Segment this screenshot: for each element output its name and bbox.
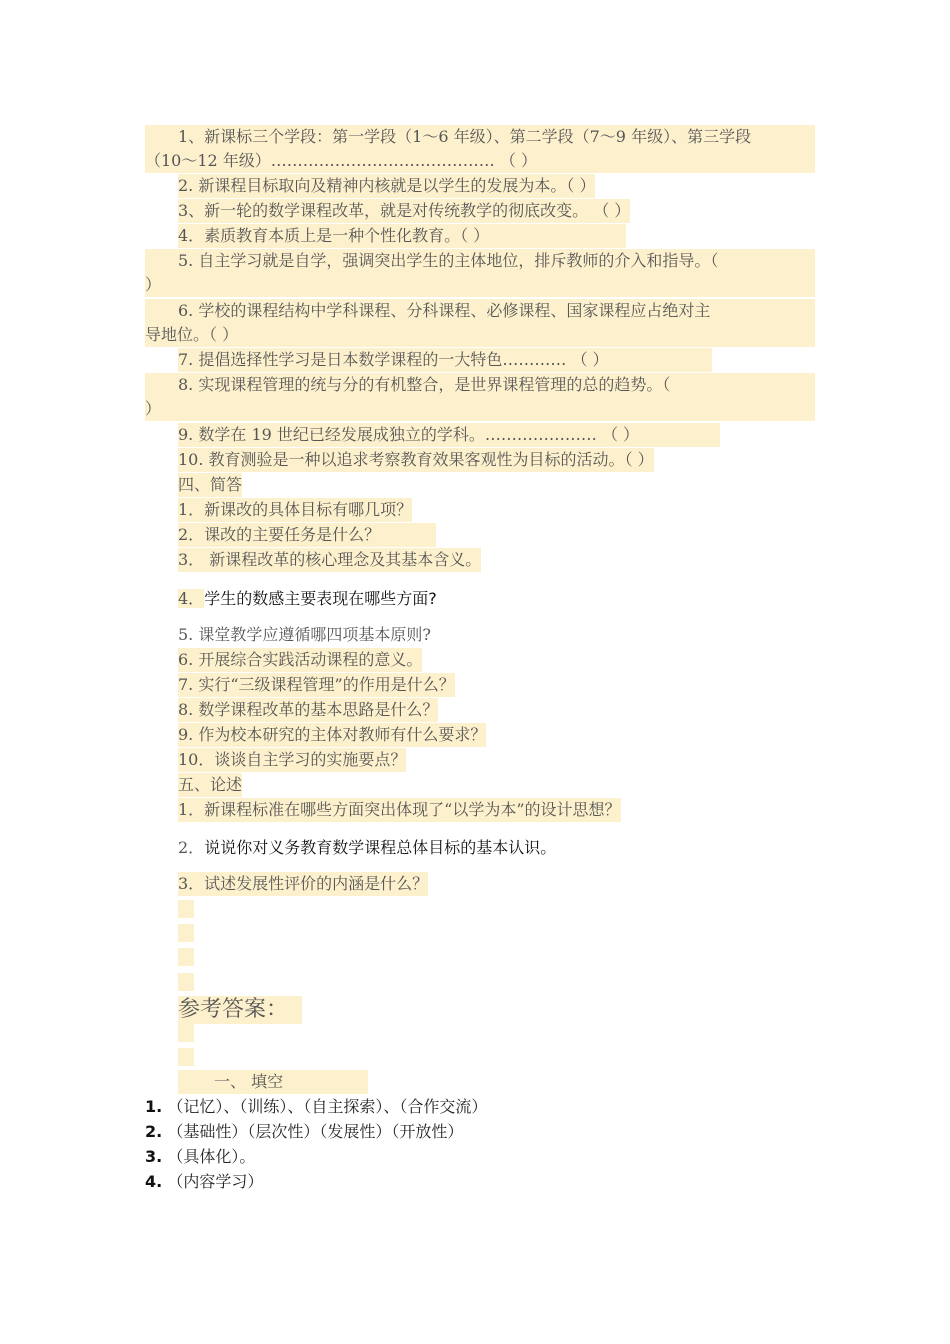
answer-item-text: （记忆）、（训练）、（自主探索）、（合作交流） — [167, 1097, 488, 1116]
short-item-10: 10．谈谈自主学习的实施要点？ — [178, 748, 406, 772]
answer-item-number: 4. — [145, 1172, 163, 1191]
judge-item-8-line2: ） — [145, 399, 162, 418]
short-item-6: 6. 开展综合实践活动课程的意义。 — [178, 648, 422, 672]
judge-item-6-line1: 6. 学校的课程结构中学科课程、分科课程、必修课程、国家课程应占绝对主 — [178, 301, 711, 320]
empty-paragraph — [178, 900, 194, 918]
answer-item-number: 3. — [145, 1147, 163, 1166]
essay-item-3: 3．试述发展性评价的内涵是什么？ — [178, 872, 428, 896]
answer-item — [145, 1145, 255, 1169]
answer-section-heading: 一、 填空 — [178, 1070, 368, 1094]
judge-item-5-line1: 5. 自主学习就是自学，强调突出学生的主体地位，排斥教师的介入和指导。（ — [178, 251, 719, 270]
judge-item-1-line1: 1、新课标三个学段：第一学段（1～6 年级）、第二学段（7～9 年级）、第三学段 — [178, 127, 752, 146]
answer-item-number: 1. — [145, 1097, 163, 1116]
empty-paragraph — [178, 948, 194, 966]
short-item-4-number: 4． — [178, 589, 205, 608]
answer-item — [145, 1095, 487, 1119]
empty-paragraph — [178, 1048, 194, 1066]
short-item-8: 8. 数学课程改革的基本思路是什么？ — [178, 698, 438, 722]
judge-item-1-line2: （10～12 年级）…………………………………… （ ） — [145, 151, 537, 170]
judge-item-6 — [145, 299, 815, 347]
short-answer-heading: 四、简答 — [178, 473, 242, 497]
answer-item-number: 2. — [145, 1122, 163, 1141]
judge-item-8-line1: 8. 实现课程管理的统与分的有机整合，是世界课程管理的总的趋势。（ — [178, 375, 671, 394]
judge-item-10: 10. 教育测验是一种以追求考察教育效果客观性为目标的活动。（ ） — [178, 448, 654, 472]
answer-item-text: （内容学习） — [167, 1172, 264, 1191]
answer-item-text: （具体化）。 — [167, 1147, 256, 1166]
short-item-3: 3． 新课程改革的核心理念及其基本含义。 — [178, 548, 481, 572]
short-item-4 — [178, 587, 437, 611]
judge-item-4: 4．素质教育本质上是一种个性化教育。（ ） — [178, 224, 626, 248]
essay-heading: 五、论述 — [178, 773, 242, 797]
answer-item-text: （基础性）（层次性）（发展性）（开放性） — [167, 1122, 464, 1141]
essay-item-2 — [178, 836, 556, 860]
judge-item-6-line2: 导地位。（ ） — [145, 325, 239, 344]
judge-item-8 — [145, 373, 815, 421]
essay-item-2-number: 2． — [178, 838, 205, 857]
answer-item — [145, 1170, 263, 1194]
short-item-7: 7. 实行“三级课程管理”的作用是什么？ — [178, 673, 455, 697]
short-item-5: 5. 课堂教学应遵循哪四项基本原则? — [178, 625, 431, 644]
empty-paragraph — [178, 924, 194, 942]
judge-item-1 — [145, 125, 815, 173]
judge-item-9: 9. 数学在 19 世纪已经发展成独立的学科。………………… （ ） — [178, 423, 720, 447]
essay-item-1: 1．新课程标准在哪些方面突出体现了“以学为本”的设计思想？ — [178, 798, 621, 822]
judge-item-5-line2: ） — [145, 275, 162, 294]
short-item-4-text: 学生的数感主要表现在哪些方面? — [204, 589, 437, 608]
judge-item-3: 3、新一轮的数学课程改革，就是对传统教学的彻底改变。 （ ） — [178, 199, 630, 223]
short-item-2: 2．课改的主要任务是什么？ — [178, 523, 436, 547]
judge-item-7: 7. 提倡选择性学习是日本数学课程的一大特色………… （ ） — [178, 348, 712, 372]
judge-item-5 — [145, 249, 815, 297]
short-item-9: 9. 作为校本研究的主体对教师有什么要求？ — [178, 723, 486, 747]
answer-item — [145, 1120, 463, 1144]
empty-paragraph — [178, 973, 194, 991]
judge-item-2: 2. 新课程目标取向及精神内核就是以学生的发展为本。（ ） — [178, 174, 595, 198]
empty-paragraph — [178, 1024, 194, 1042]
essay-item-2-text: 说说你对义务教育数学课程总体目标的基本认识。 — [204, 838, 557, 857]
answer-key-title: 参考答案： — [178, 996, 302, 1024]
short-item-1: 1．新课改的具体目标有哪几项？ — [178, 498, 412, 522]
